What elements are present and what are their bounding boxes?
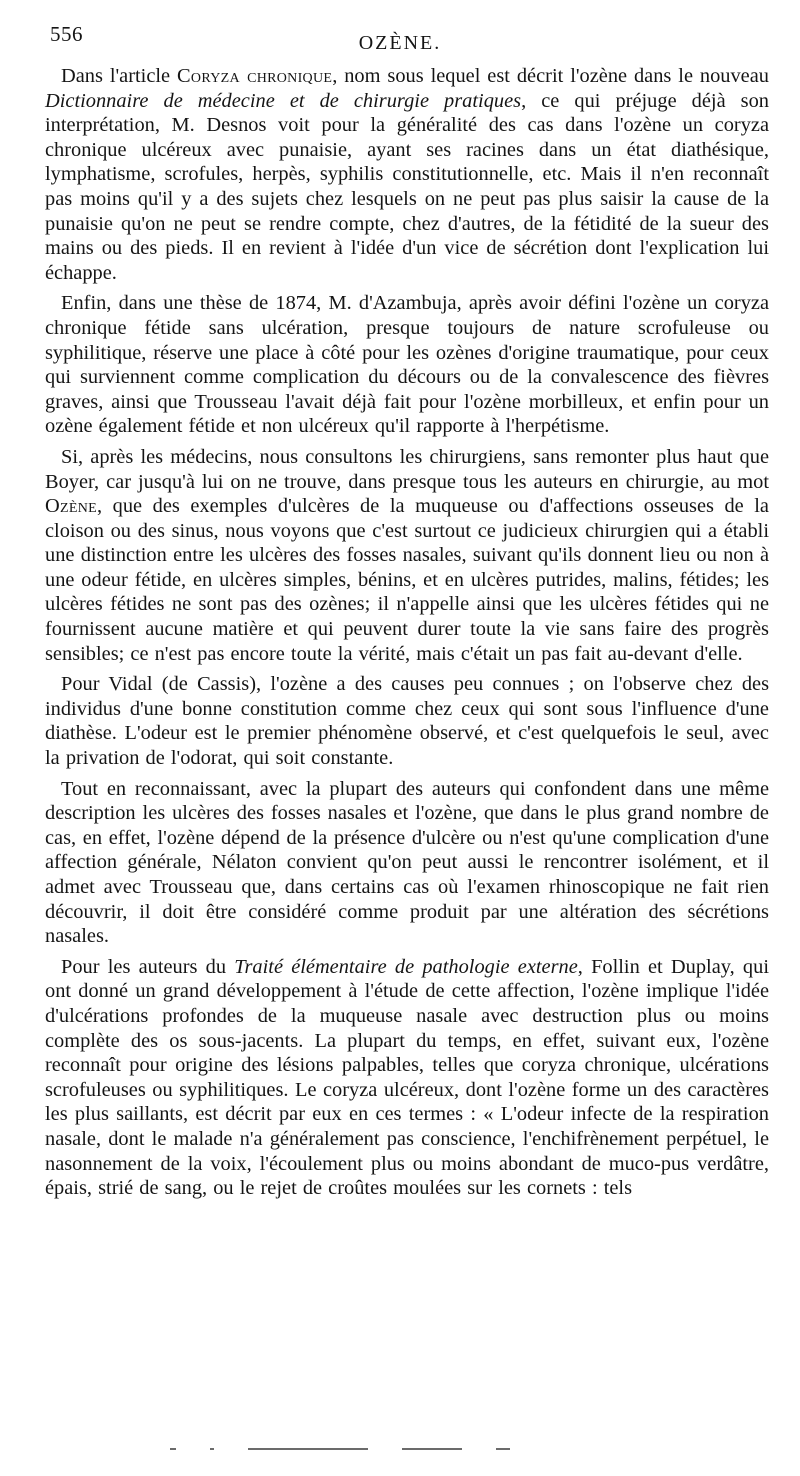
paragraph-vidal — [45, 672, 769, 770]
paragraph-coryza-chronique — [45, 64, 769, 285]
text-run: Pour Vidal (de Cassis), l'ozène a des causes peu connues ; on l'observe chez des individus d'une bonne constitution comme chez ceux qui sont sous l'influence d'une diathèse. L'odeur est le premier phénomène observé, et c'est quelquefois le seul, avec la privation de l'odorat, qui soit constante. — [45, 673, 769, 770]
text-run: , Follin et Duplay, qui ont donné un grand développement à l'étude de cette affection, l'ozène implique l'idée d'ulcérations profondes de la muqueuse nasale avec destruction plus ou moins complète des os sous-jacents. La plupart du temps, en effet, suivant eux, l'ozène reconnaît pour origine des lésions palpables, telles que coryza chronique, ulcérations scrofuleuses ou syphilitiques. Le coryza ulcéreux, dont l'ozène forme un des caractères les plus saillants, est décrit par eux en ces termes : « L'odeur infecte de la respiration nasale, dont le malade n'a généralement pas conscience, l'enchifrènement perpétuel, le nasonnement de la voix, l'écoulement plus ou moins abondant de muco-pus verdâtre, épais, strié de sang, ou le rejet de croûtes moulées sur les cornets : tels — [45, 955, 769, 1200]
text-run: Enfin, dans une thèse de 1874, M. d'Azambuja, après avoir défini l'ozène un coryza chronique fétide sans ulcération, presque toujours de nature scrofuleuse ou syphilitique, réserve une place à côté pour les ozènes d'origine traumatique, pour ceux qui surviennent comme complication du décours ou de la convalescence des fièvres graves, ainsi que Trousseau l'avait déjà fait pour l'ozène morbilleux, et enfin pour un ozène également fétide et non ulcéreux qu'il rapporte à l'herpétisme. — [45, 292, 769, 438]
running-title: OZÈNE. — [358, 32, 442, 54]
text-run: Pour les auteurs du — [61, 955, 235, 978]
italic-title: Dictionnaire de médecine et de chirurgie pratiques — [45, 89, 522, 112]
footer-rule — [170, 1440, 760, 1448]
paragraph-follin-duplay — [45, 955, 769, 1201]
page-number: 556 — [50, 22, 83, 46]
smallcaps-term: Coryza chronique — [177, 65, 333, 87]
text-run: , que des exemples d'ulcères de la muqueuse ou d'affections osseuses de la cloison ou des sinus, nous voyons que c'est surtout ce judicieux chirurgien qui a établi une distinction entre les ulcères des fosses nasales, suivant qu'ils donnent lieu ou non à une odeur fétide, en ulcères simples, bénins, et en ulcères putrides, malins, fétides; les ulcères fétides ne sont pas des ozènes; il n'appelle ainsi que les ulcères fétides qui ne fournissent aucune matière et qui peuvent durer toute la vie sans faire des progrès sensibles; ce n'est pas encore toute la vérité, mais c'était un pas fait au-devant d'elle. — [45, 495, 769, 665]
paragraph-azambuja — [45, 291, 769, 439]
text-run: Tout en reconnaissant, avec la plupart des auteurs qui confondent dans une même description les ulcères des fosses nasales et l'ozène, que dans le plus grand nombre de cas, en effet, l'ozène dépend de la présence d'ulcère ou n'est qu'une complication d'une affection générale, Nélaton convient qu'on peut aussi le rencontrer isolément, et il admet avec Trousseau que, dans certains cas où l'examen rhinoscopique ne fait rien découvrir, il doit être considéré comme produit par une altération des sécrétions nasales. — [45, 777, 769, 948]
text-run: , nom sous lequel est décrit l'ozène dans le nouveau — [332, 65, 769, 87]
text-run: Si, après les médecins, nous consultons les chirurgiens, sans remonter plus haut que Boyer, car jusqu'à lui on ne trouve, dans presque tous les auteurs en chirurgie, au mot — [45, 445, 769, 493]
text-run: Dans l'article — [61, 65, 178, 87]
text-run: , ce qui préjuge déjà son interprétation, M. Desnos voit pour la généralité des cas dans l'ozène un coryza chronique ulcéreux avec punaisie, ayant ses racines dans un état diathésique, lymphatisme, scrofules, herpès, syphilis constitutionnelle, etc. Mais il n'en reconnaît pas moins qu'il y a des sujets chez lesquels on ne peut pas plus saisir la cause de la punaisie qu'on ne peut se rendre compte, chez d'autres, de la fétidité de la sueur des mains ou des pieds. Il en revient à l'idée d'un vice de sécrétion dont l'explication lui échappe. — [45, 89, 769, 284]
paragraph-nelaton — [45, 777, 769, 949]
paragraph-boyer — [45, 445, 769, 666]
body-text — [45, 64, 769, 1207]
page-header — [34, 14, 766, 54]
italic-title: Traité élémentaire de pathologie externe — [234, 955, 578, 978]
smallcaps-term: Ozène — [45, 495, 97, 518]
